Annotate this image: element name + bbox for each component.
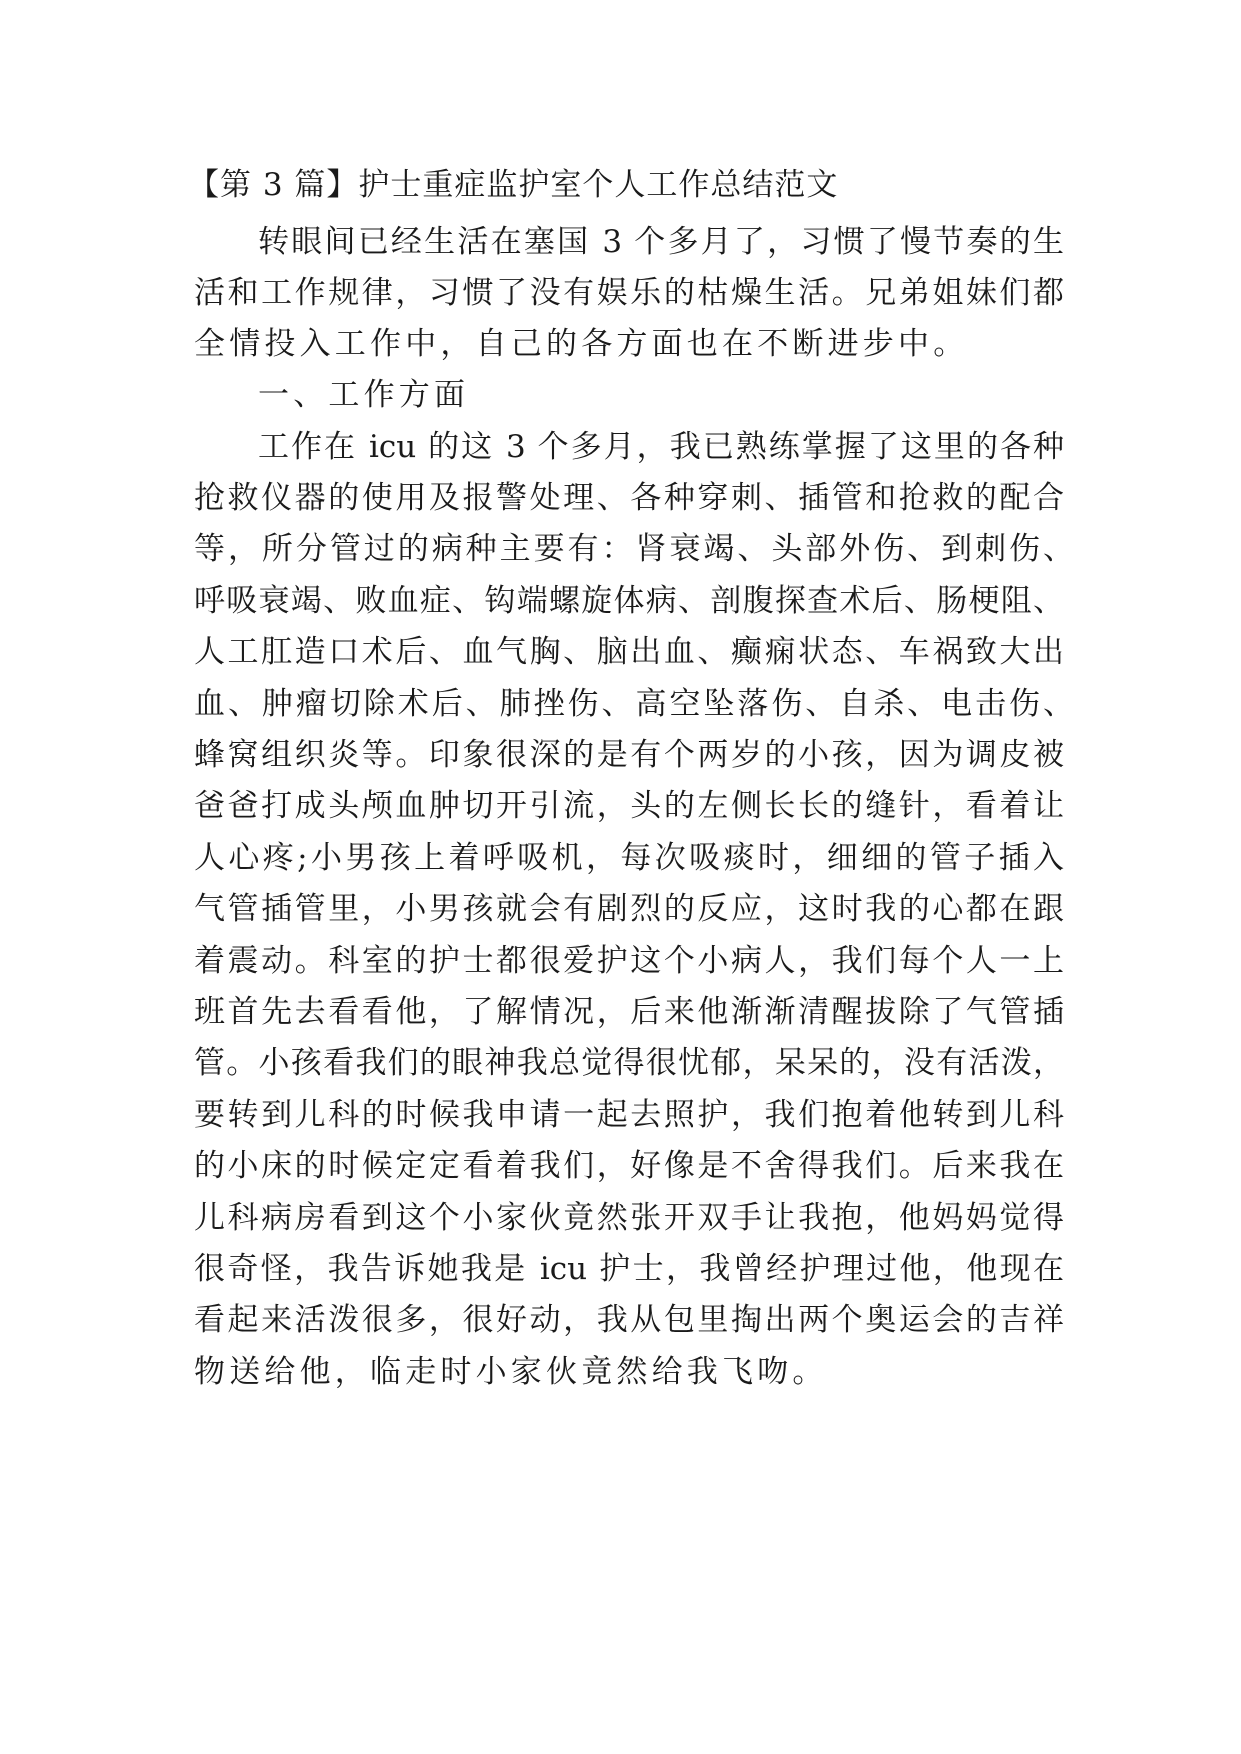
document-title: 【第 3 篇】护士重症监护室个人工作总结范文	[188, 167, 839, 203]
paragraph-line: 抢救仪器的使用及报警处理、各种穿刺、插管和抢救的配合	[194, 480, 1064, 516]
paragraph-line: 班首先去看看他，了解情况，后来他渐渐清醒拔除了气管插	[194, 994, 1064, 1030]
paragraph-line: 很奇怪，我告诉她我是 icu 护士，我曾经护理过他，他现在	[194, 1251, 1064, 1287]
paragraph-line: 人工肛造口术后、血气胸、脑出血、癫痫状态、车祸致大出	[194, 634, 1064, 670]
paragraph-line: 要转到儿科的时候我申请一起去照护，我们抱着他转到儿科	[194, 1097, 1064, 1133]
paragraph-line: 人心疼;小男孩上着呼吸机，每次吸痰时，细细的管子插入	[194, 840, 1064, 876]
paragraph-line: 蜂窝组织炎等。印象很深的是有个两岁的小孩，因为调皮被	[194, 737, 1064, 773]
section-heading: 一、工作方面	[258, 377, 470, 413]
paragraph-line: 活和工作规律，习惯了没有娱乐的枯燥生活。兄弟姐妹们都	[194, 275, 1064, 311]
paragraph-line: 气管插管里，小男孩就会有剧烈的反应，这时我的心都在跟	[194, 891, 1064, 927]
paragraph-line: 全情投入工作中，自己的各方面也在不断进步中。	[194, 326, 969, 362]
paragraph-line: 血、肿瘤切除术后、肺挫伤、高空坠落伤、自杀、电击伤、	[194, 686, 1074, 722]
paragraph-line: 转眼间已经生活在塞国 3 个多月了，习惯了慢节奏的生	[258, 224, 1064, 260]
paragraph-line: 工作在 icu 的这 3 个多月，我已熟练掌握了这里的各种	[258, 429, 1064, 465]
paragraph-line: 物送给他，临走时小家伙竟然给我飞吻。	[194, 1354, 828, 1390]
paragraph-line: 儿科病房看到这个小家伙竟然张开双手让我抱，他妈妈觉得	[194, 1200, 1064, 1236]
paragraph-line: 着震动。科室的护士都很爱护这个小病人，我们每个人一上	[194, 943, 1064, 979]
paragraph-line: 爸爸打成头颅血肿切开引流，头的左侧长长的缝针，看着让	[194, 788, 1064, 824]
paragraph-line: 看起来活泼很多，很好动，我从包里掏出两个奥运会的吉祥	[194, 1302, 1064, 1338]
paragraph-line: 的小床的时候定定看着我们，好像是不舍得我们。后来我在	[194, 1148, 1064, 1184]
paragraph-line: 等，所分管过的病种主要有：肾衰竭、头部外伤、到刺伤、	[194, 531, 1074, 567]
paragraph-line: 呼吸衰竭、败血症、钩端螺旋体病、剖腹探查术后、肠梗阻、	[194, 583, 1064, 619]
paragraph-line: 管。小孩看我们的眼神我总觉得很忧郁，呆呆的，没有活泼，	[194, 1045, 1064, 1081]
